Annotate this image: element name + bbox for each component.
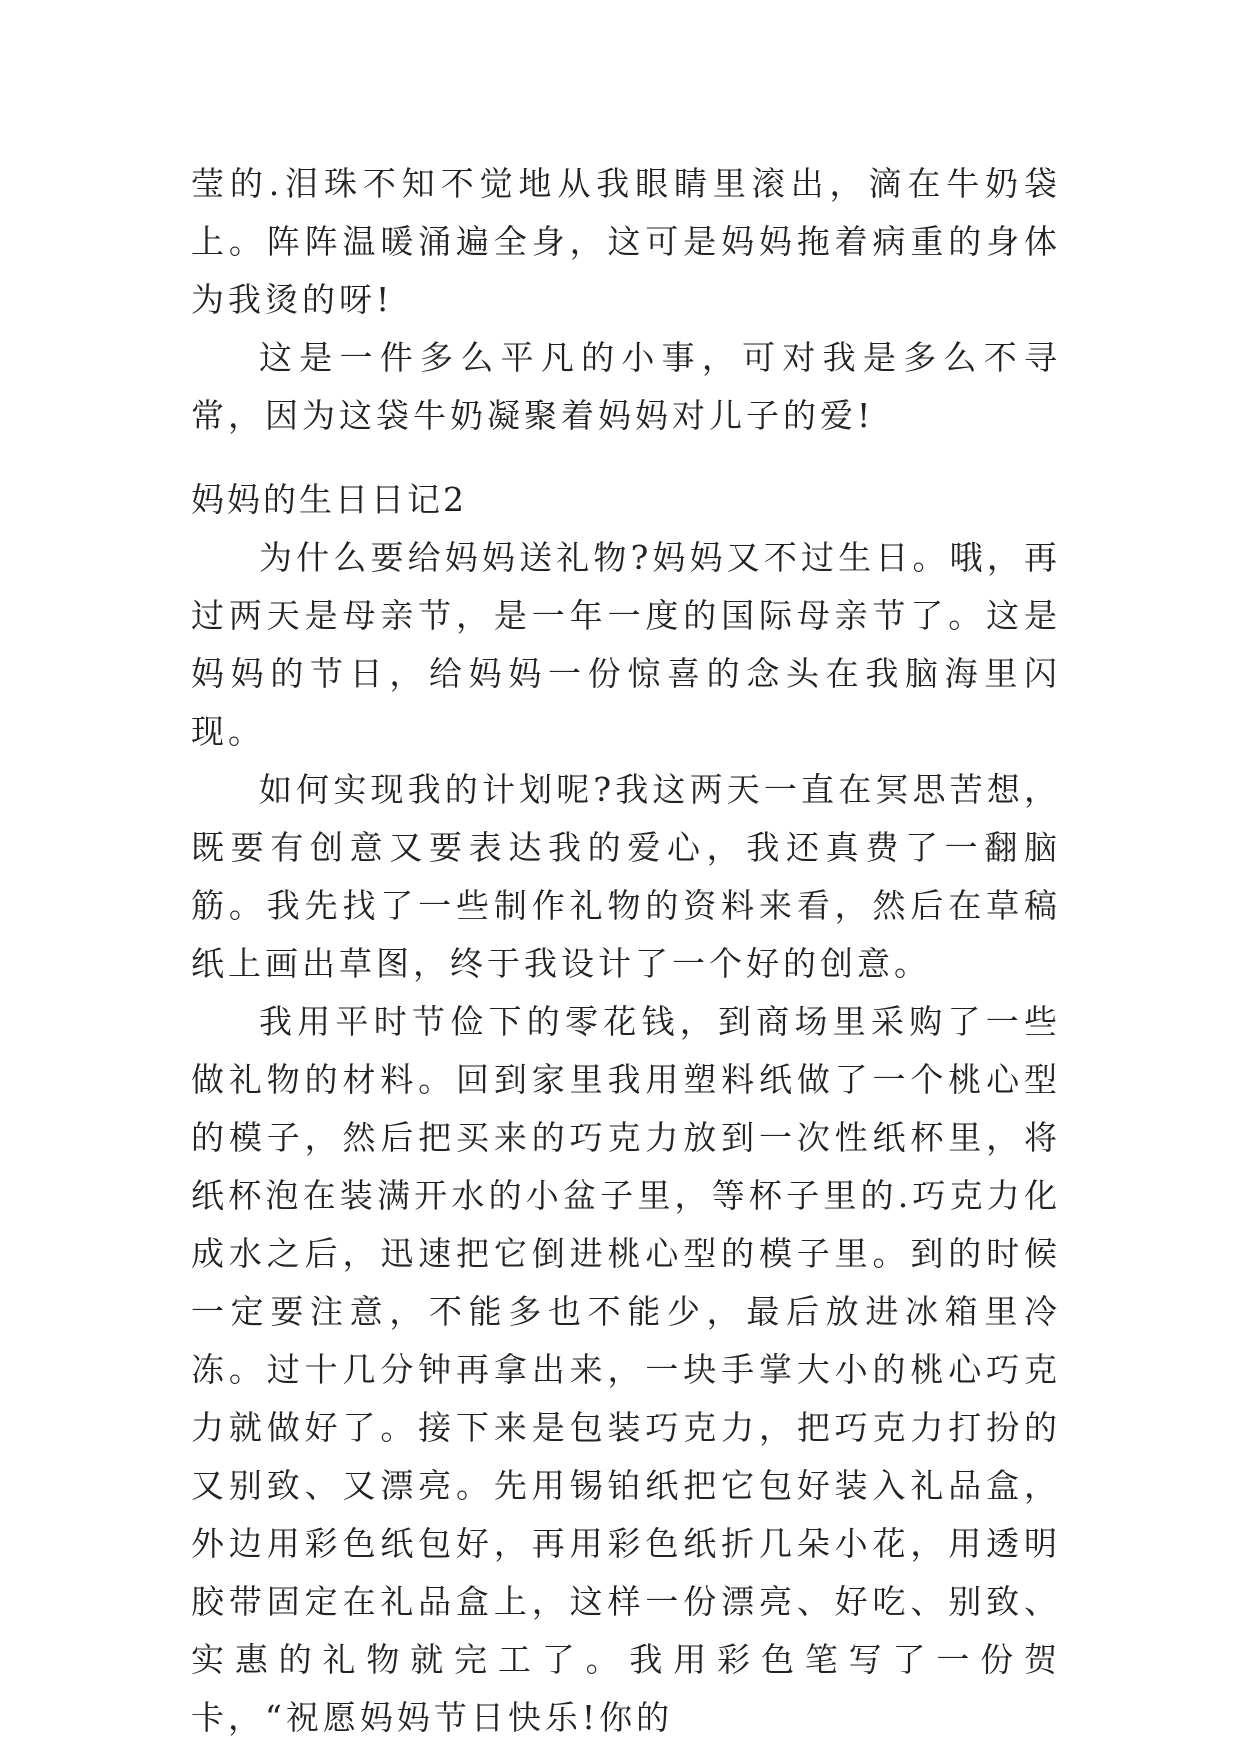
section-title: 妈妈的生日日记2 [191, 480, 467, 519]
paragraph: 我用平时节俭下的零花钱，到商场里采购了一些做礼物的材料。回到家里我用塑料纸做了一个桃心型的模子，然后把买来的巧克力放到一次性纸杯里，将纸杯泡在装满开水的小盆子里，等杯子里的.巧克力化成水之后，迅速把它倒进桃心型的模子里。到的时候一定要注意，不能多也不能少，最后放进冰箱里冷冻。过十几分钟再拿出来，一块手掌大小的桃心巧克力就做好了。接下来是包装巧克力，把巧克力打扮的又别致、又漂亮。先用锡铂纸把它包好装入礼品盒，外边用彩色纸包好，再用彩色纸折几朵小花，用透明胶带固定在礼品盒上，这样一份漂亮、好吃、别致、实惠的礼物就完工了。我用彩色笔写了一份贺卡，“祝愿妈妈节日快乐!你的 [191, 1002, 1061, 1737]
paragraph: 如何实现我的计划呢?我这两天一直在冥思苦想，既要有创意又要表达我的爱心，我还真费了一翻脑筋。我先找了一些制作礼物的资料来看，然后在草稿纸上画出草图，终于我设计了一个好的创意。 [191, 770, 1061, 983]
paragraph: 这是一件多么平凡的小事，可对我是多么不寻常，因为这袋牛奶凝聚着妈妈对儿子的爱! [191, 338, 1061, 435]
paragraph: 为什么要给妈妈送礼物?妈妈又不过生日。哦，再过两天是母亲节，是一年一度的国际母亲节了。这是妈妈的节日，给妈妈一份惊喜的念头在我脑海里闪现。 [191, 538, 1061, 751]
document-body [191, 155, 1061, 1747]
paragraph: 莹的.泪珠不知不觉地从我眼睛里滚出，滴在牛奶袋上。阵阵温暖涌遍全身，这可是妈妈拖着病重的身体为我烫的呀! [191, 164, 1061, 319]
